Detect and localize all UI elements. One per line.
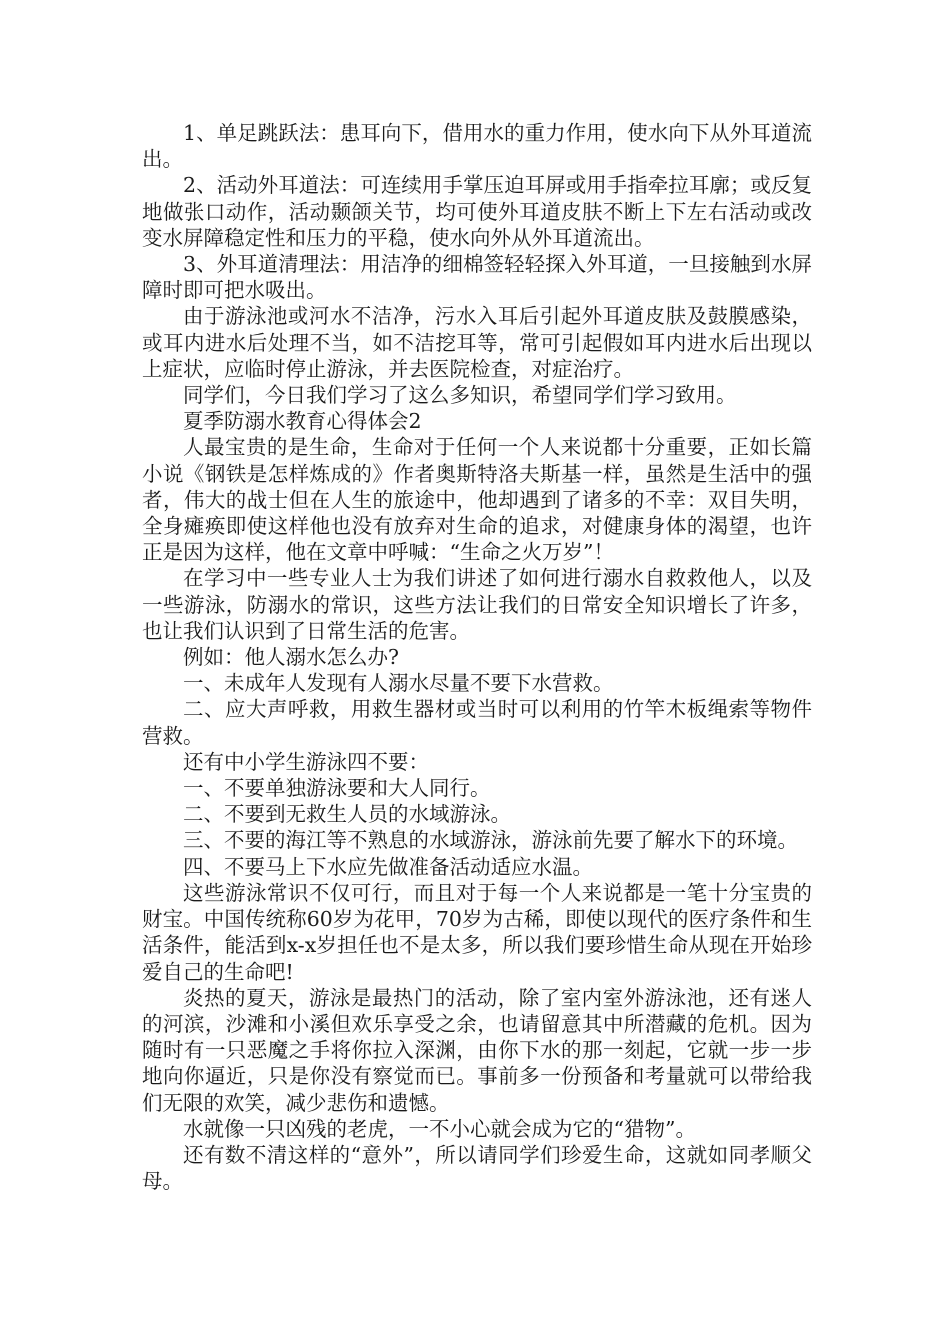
- list-item-dont-2: 二、不要到无救生人员的水域游泳。: [183, 802, 511, 827]
- paragraph-example: 例如：他人溺水怎么办?: [183, 645, 399, 670]
- paragraph-four-donts: 还有中小学生游泳四不要：: [183, 749, 429, 774]
- list-item-rescue-1: 一、未成年人发现有人溺水尽量不要下水营救。: [183, 671, 614, 696]
- paragraph-conclusion: 同学们，今日我们学习了这么多知识，希望同学们学习致用。: [183, 383, 737, 408]
- list-item-dont-4: 四、不要马上下水应先做准备活动适应水温。: [183, 854, 593, 879]
- paragraph-tiger: 水就像一只凶残的老虎，一不小心就会成为它的“猎物”。: [183, 1116, 696, 1141]
- paragraph-summer: 炎热的夏天，游泳是最热门的活动，除了室内室外游泳池，还有迷人的河滨，沙滩和小溪但欢乐享受之余，也请留意其中所潜藏的危机。因为随时有一只恶魔之手将你拉入深渊，由你下水的那一刻起，它就一步一步地向你逼近，只是你没有察觉而已。事前多一份预备和考量就可以带给我们无限的欢笑，减少悲伤和遗憾。: [142, 985, 812, 1115]
- paragraph-learning: 在学习中一些专业人士为我们讲述了如何进行溺水自救救他人，以及一些游泳，防溺水的常识，这些方法让我们的日常安全知识增长了许多，也让我们认识到了日常生活的危害。: [142, 566, 812, 643]
- paragraph-infection-note: 由于游泳池或河水不洁净，污水入耳后引起外耳道皮肤及鼓膜感染，或耳内进水后处理不当，如不洁挖耳等，常可引起假如耳内进水后出现以上症状，应临时停止游泳，并去医院检查，对症治疗。: [142, 304, 812, 381]
- paragraph-ear-method-3: 3、外耳道清理法：用洁净的细棉签轻轻探入外耳道，一旦接触到水屏障时即可把水吸出。: [142, 252, 812, 303]
- document-body: [142, 120, 812, 1194]
- list-item-dont-1: 一、不要单独游泳要和大人同行。: [183, 776, 491, 801]
- paragraph-ear-method-2: 2、活动外耳道法：可连续用手掌压迫耳屏或用手指牵拉耳廓；或反复地做张口动作，活动颞颌关节，均可使外耳道皮肤不断上下左右活动或改变水屏障稳定性和压力的平稳，使水向外从外耳道流出。: [142, 173, 812, 250]
- paragraph-life-value: 人最宝贵的是生命，生命对于任何一个人来说都十分重要，正如长篇小说《钢铁是怎样炼成的》作者奥斯特洛夫斯基一样，虽然是生活中的强者，伟大的战士但在人生的旅途中，他却遇到了诸多的不幸：双目失明，全身瘫痪即使这样他也没有放弃对生命的追求，对健康身体的渴望，也许正是因为这样，他在文章中呼喊：“生命之火万岁”！: [142, 435, 812, 565]
- list-item-dont-3: 三、不要的海江等不熟息的水域游泳，游泳前先要了解水下的环境。: [183, 828, 798, 853]
- paragraph-closing: 还有数不清这样的“意外”，所以请同学们珍爱生命，这就如同孝顺父母。: [142, 1142, 812, 1194]
- paragraph-swimming-knowledge: 这些游泳常识不仅可行，而且对于每一个人来说都是一笔十分宝贵的财宝。中国传统称60岁为花甲，70岁为古稀，即使以现代的医疗条件和生活条件，能活到x-x岁担任也不是太多，所以我们要珍惜生命从现在开始珍爱自己的生命吧!: [142, 880, 812, 984]
- section-heading: 夏季防溺水教育心得体会2: [183, 409, 422, 434]
- paragraph-ear-method-1: 1、单足跳跃法：患耳向下，借用水的重力作用，使水向下从外耳道流出。: [142, 121, 812, 172]
- list-item-rescue-2: 二、应大声呼救，用救生器材或当时可以利用的竹竿木板绳索等物件营救。: [142, 697, 812, 748]
